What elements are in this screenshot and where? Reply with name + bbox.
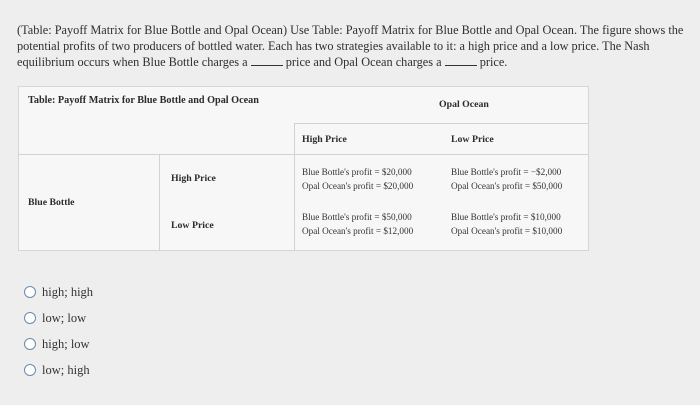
question-part2: price and Opal Ocean charges a (285, 55, 442, 69)
payoff-cell-high-high (302, 165, 413, 193)
column-player-label: Opal Ocean (439, 99, 489, 110)
option-high-low[interactable] (24, 331, 93, 357)
option-label: low; high (42, 362, 90, 377)
column-header-low-price: Low Price (451, 134, 494, 145)
option-low-low[interactable] (24, 305, 93, 331)
answer-blank-2 (445, 55, 477, 66)
radio-button[interactable] (24, 286, 36, 298)
radio-button[interactable] (24, 338, 36, 350)
answer-options (24, 279, 93, 383)
option-low-high[interactable] (24, 357, 93, 383)
grid-line (159, 154, 160, 251)
grid-line (294, 123, 589, 124)
payoff-cell-high-low (451, 165, 562, 193)
row-player-label: Blue Bottle (28, 197, 75, 208)
radio-button[interactable] (24, 364, 36, 376)
row-header-low-price: Low Price (171, 220, 214, 231)
table-title: Table: Payoff Matrix for Blue Bottle and Opal Ocean (28, 95, 259, 106)
payoff-matrix (18, 86, 589, 251)
answer-blank-1 (251, 55, 283, 66)
blue-bottle-profit: Blue Bottle's profit = $50,000 (302, 212, 412, 222)
blue-bottle-profit: Blue Bottle's profit = −$2,000 (451, 167, 562, 177)
blue-bottle-profit: Blue Bottle's profit = $10,000 (451, 212, 561, 222)
grid-line (19, 154, 589, 155)
payoff-cell-low-high (302, 210, 413, 238)
opal-ocean-profit: Opal Ocean's profit = $50,000 (451, 181, 563, 191)
opal-ocean-profit: Opal Ocean's profit = $10,000 (451, 226, 563, 236)
option-high-high[interactable] (24, 279, 93, 305)
question-part1: (Table: Payoff Matrix for Blue Bottle and Opal Ocean) Use Table: Payoff Matrix for Blue Bottle and Opal Ocean. The figure shows the potential profits of two producers of bottled water. Each has two strategies available to it: a high price and a low price. The Nash equilibrium occurs when Blue Bottle charges a (17, 23, 684, 69)
option-label: high; high (42, 284, 94, 299)
blue-bottle-profit: Blue Bottle's profit = $20,000 (302, 167, 412, 177)
row-header-high-price: High Price (171, 173, 216, 184)
question-text (17, 22, 687, 70)
option-label: high; low (42, 336, 90, 351)
radio-button[interactable] (24, 312, 36, 324)
option-label: low; low (42, 310, 87, 325)
payoff-cell-low-low (451, 210, 562, 238)
grid-line (294, 123, 295, 251)
opal-ocean-profit: Opal Ocean's profit = $20,000 (302, 181, 414, 191)
opal-ocean-profit: Opal Ocean's profit = $12,000 (302, 226, 414, 236)
question-part3: price. (479, 55, 508, 69)
column-header-high-price: High Price (302, 134, 347, 145)
